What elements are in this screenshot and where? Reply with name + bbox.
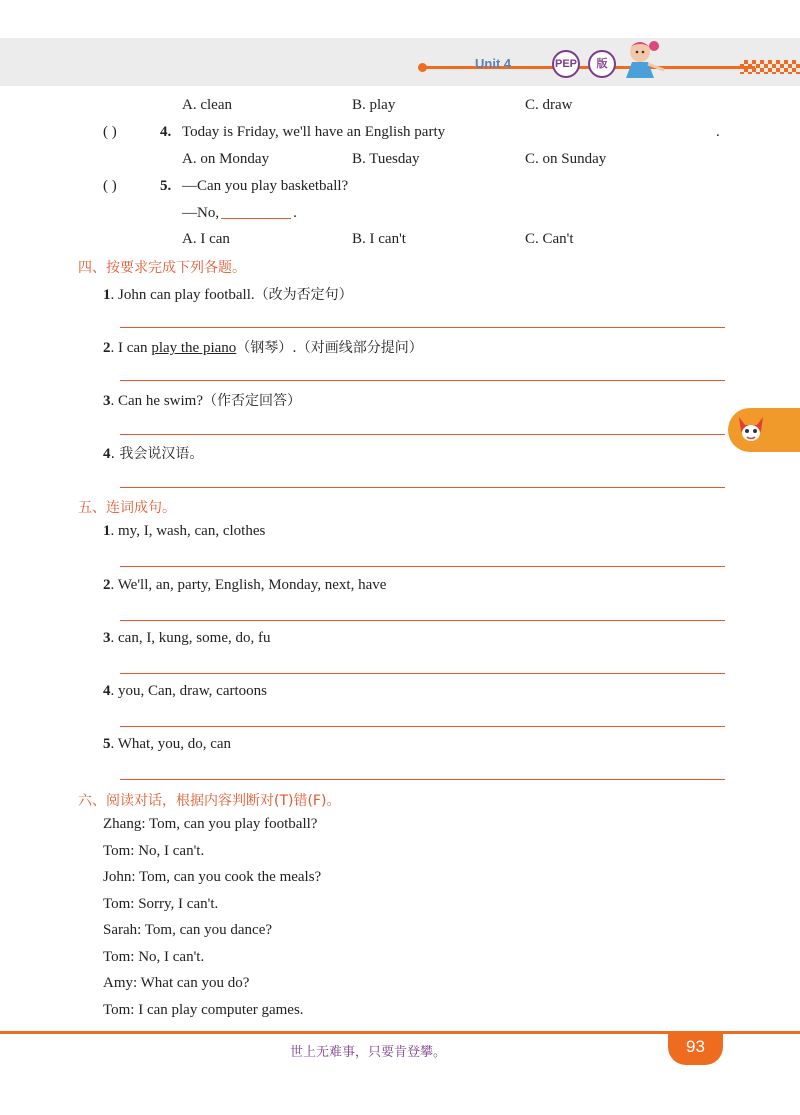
q5-reply-text: —No, [182,205,220,221]
q5-blank[interactable] [221,218,291,219]
s4-item-1: 1. John can play football.（改为否定句） [103,287,353,303]
q4-question: Today is Friday, we'll have an English party [182,124,446,140]
answer-line-s5-4[interactable] [120,726,725,727]
q4-option-a: A. on Monday [182,151,270,167]
q5-reply-period: . [293,205,297,221]
fox-mascot-icon [735,413,767,447]
s5-item-4: 4. you, Can, draw, cartoons [103,683,267,699]
dialogue-line: Amy: What can you do? [103,975,250,991]
q4-option-c: C. on Sunday [525,151,607,167]
answer-line-s4-2[interactable] [120,380,725,381]
q3-option-a: A. clean [182,97,232,113]
unit-label: Unit 4 [475,56,512,71]
q5-question: —Can you play basketball? [182,178,349,194]
q3-option-b: B. play [352,97,396,113]
header-checker-pattern [740,60,800,74]
s4-item-2: 2. I can play the piano（钢琴）.（对画线部分提问） [103,340,423,356]
dialogue-line: Zhang: Tom, can you play football? [103,816,318,832]
q5-option-c: C. Can't [525,231,574,247]
pep-badge: PEP [552,50,580,78]
section4-title: 四、按要求完成下列各题。 [78,260,246,276]
dialogue-line: Sarah: Tom, can you dance? [103,922,273,938]
section6-title: 六、阅读对话，根据内容判断对(T)错(F)。 [78,793,341,809]
answer-line-s4-1[interactable] [120,327,725,328]
answer-line-s5-2[interactable] [120,620,725,621]
answer-line-s5-5[interactable] [120,779,725,780]
q4-option-b: B. Tuesday [352,151,420,167]
s5-item-5: 5. What, you, do, can [103,736,232,752]
s5-item-3: 3. can, I, kung, some, do, fu [103,630,271,646]
s4-item-3: 3. Can he swim?（作否定回答） [103,393,301,409]
s5-item-1: 1. my, I, wash, can, clothes [103,523,266,539]
s4-item-4: 4. 我会说汉语。 [103,446,204,462]
dialogue-line: Tom: Sorry, I can't. [103,896,219,912]
q4-answer-paren[interactable]: ( ) [103,124,117,140]
q5-option-b: B. I can't [352,231,406,247]
answer-line-s4-3[interactable] [120,434,725,435]
section5-title: 五、连词成句。 [78,500,176,516]
dialogue-line: Tom: I can play computer games. [103,1002,304,1018]
answer-line-s5-3[interactable] [120,673,725,674]
dialogue-line: Tom: No, I can't. [103,949,205,965]
footer-motto: 世上无难事，只要肯登攀。 [290,1045,447,1060]
q4-number: 4. [160,124,172,140]
q3-option-c: C. draw [525,97,573,113]
q5-number: 5. [160,178,172,194]
cartoon-girl-icon [618,38,668,82]
q5-option-a: A. I can [182,231,230,247]
answer-line-s4-4[interactable] [120,487,725,488]
q5-reply [182,205,297,222]
q4-period: . [716,124,720,140]
answer-line-s5-1[interactable] [120,566,725,567]
underlined-phrase: play the piano [151,340,237,356]
dialogue-line: John: Tom, can you cook the meals? [103,869,322,885]
q5-answer-paren[interactable]: ( ) [103,178,117,194]
edition-badge: 版 [588,50,616,78]
page-number: 93 [668,1031,723,1065]
dialogue-line: Tom: No, I can't. [103,843,205,859]
s5-item-2: 2. We'll, an, party, English, Monday, next, have [103,577,387,593]
header-band [0,38,800,86]
